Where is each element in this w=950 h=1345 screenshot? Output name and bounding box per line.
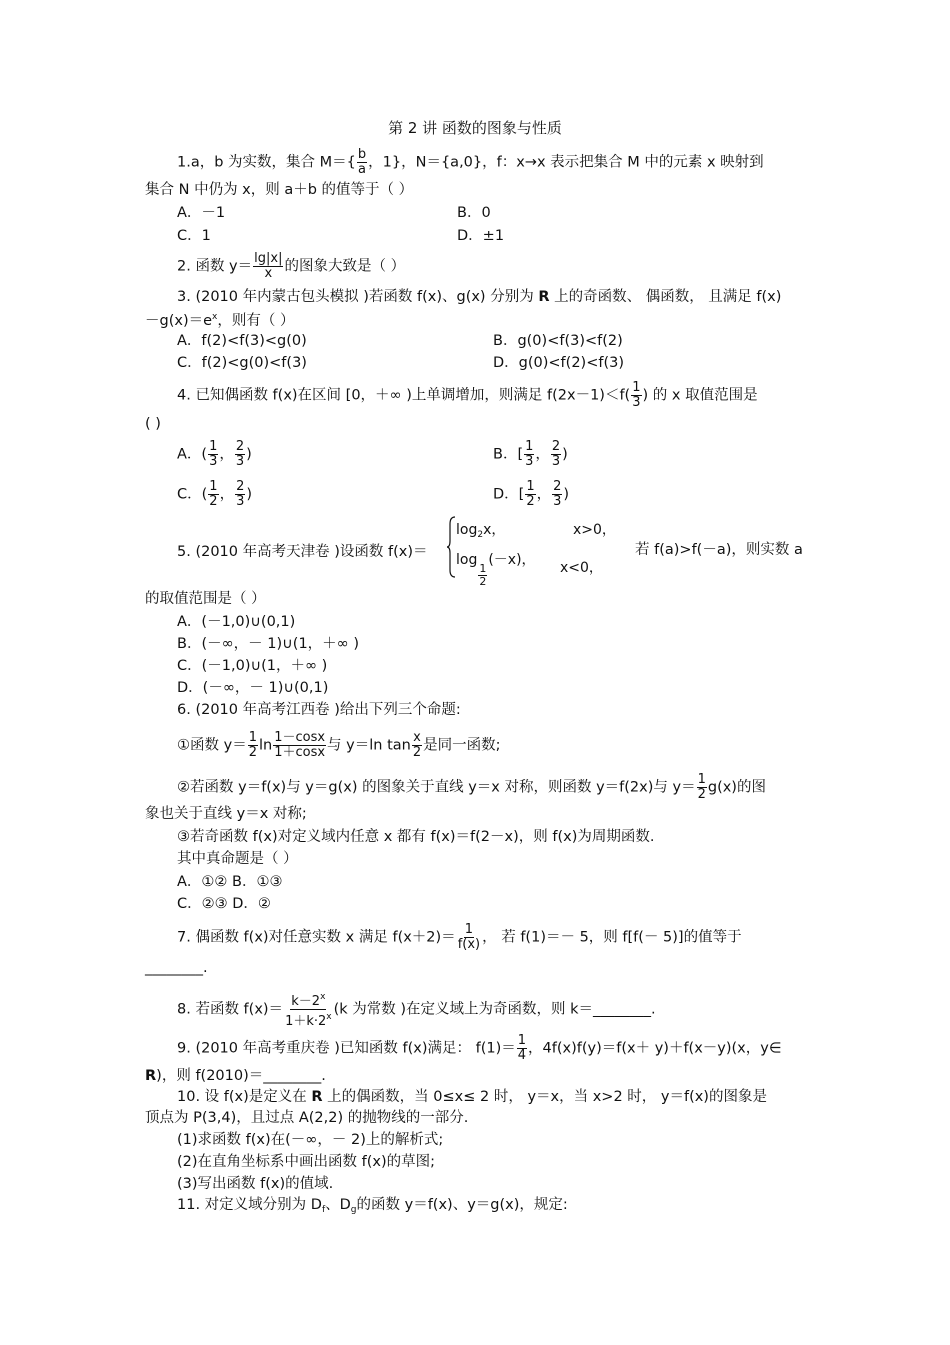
q4-a-f2d: 3 xyxy=(235,454,245,469)
q4-b-frac1 xyxy=(524,440,534,469)
q6-p1-ln: ln xyxy=(258,737,273,754)
q7-line1 xyxy=(177,923,742,952)
piecewise-brace xyxy=(446,516,456,578)
q5-option-c: C．(－1,0)∪(1，＋∞ ) xyxy=(177,658,328,674)
q6-p1-frac2 xyxy=(273,731,326,760)
q6-proposition-2 xyxy=(177,773,766,802)
q6-p2-fn: 1 xyxy=(697,772,706,787)
q5-option-a: A．(－1,0)∪(0,1) xyxy=(177,614,296,630)
q5-option-d: D．(－∞，－ 1)∪(0,1) xyxy=(177,680,329,696)
q3-exponent: x xyxy=(212,312,218,322)
q4-c-f1n: 1 xyxy=(209,479,218,494)
q4-frac-numerator: 1 xyxy=(632,380,641,395)
q5-case1-base: 2 xyxy=(477,530,484,540)
q4-d-f2n: 2 xyxy=(553,479,562,494)
q4-line2: ( ) xyxy=(145,416,161,432)
q4-a-pre: A．( xyxy=(177,446,208,463)
q4-a-f1n: 1 xyxy=(209,439,218,454)
q7-text-b: ， 若 f(1)＝－ 5，则 f[f(－ 5)]的值等于 xyxy=(482,929,742,946)
q9-text-a: 9. (2010 年高考重庆卷 )已知函数 f(x)满足： f(1)＝ xyxy=(177,1040,516,1057)
q1-option-b: B．0 xyxy=(457,205,491,221)
q6-p1-frac3 xyxy=(412,731,422,760)
q5-case2-base-d: 2 xyxy=(479,575,487,588)
q6-head: 6. (2010 年高考江西卷 )给出下列三个命题: xyxy=(177,702,461,718)
q4-d-post: ) xyxy=(563,486,570,503)
q5-case2-base xyxy=(478,563,487,588)
q9-line1 xyxy=(177,1034,781,1063)
q2-line xyxy=(177,252,405,281)
q4-c-post: ) xyxy=(246,486,253,503)
q1-line1 xyxy=(177,148,764,177)
q10-line1 xyxy=(177,1087,767,1107)
q7-line2: ________. xyxy=(145,960,208,976)
q8-frac-d-exp: x xyxy=(326,1012,332,1022)
q3-text-c: －g(x)＝e xyxy=(145,313,213,329)
q7-fraction xyxy=(457,923,481,952)
q5-case2-log: log xyxy=(456,552,478,568)
q5-option-b: B．(－∞，－ 1)∪(1，＋∞ ) xyxy=(177,636,360,652)
q2-text-a: 2. 函数 y＝ xyxy=(177,258,253,275)
q9-text-c: )，则 f(2010)＝________. xyxy=(156,1068,326,1084)
q6-p1-a: ①函数 y＝ xyxy=(177,737,247,754)
q8-frac-d-text: 1＋k·2 xyxy=(285,1014,327,1029)
q5-case1-arg: x， xyxy=(483,522,506,538)
q4-d-pre: D．[ xyxy=(493,486,525,503)
q6-options-ab: A．①② B．①③ xyxy=(177,874,283,890)
q1-line2: 集合 N 中仍为 x，则 a＋b 的值等于（ ） xyxy=(145,182,414,198)
q4-text-a: 4. 已知偶函数 f(x)在区间 [0，＋∞ )上单调增加，则满足 f(2x－1)＜f( xyxy=(177,387,631,404)
q6-options-cd: C．②③ D．② xyxy=(177,896,271,912)
q4-a-f1d: 3 xyxy=(209,454,218,469)
q4-b-pre: B．[ xyxy=(493,446,524,463)
q10-text-a: 10. 设 f(x)是定义在 xyxy=(177,1089,312,1105)
q4-b-f2d: 3 xyxy=(551,454,561,469)
q6-p1-f1d: 2 xyxy=(248,745,257,760)
q5-case2-arg: (－x)， xyxy=(488,552,536,568)
q3-real-set: R xyxy=(538,289,550,305)
q9-frac-n: 1 xyxy=(517,1033,527,1048)
q11-sub-f: f xyxy=(321,1205,326,1215)
q7-frac-d: f(x) xyxy=(457,937,481,952)
q6-p1-f2n: 1－cosx xyxy=(274,730,326,745)
q5-case2-condition: x<0， xyxy=(560,560,603,576)
q5-line1: 5. (2010 年高考天津卷 )设函数 f(x)＝ xyxy=(177,544,428,560)
q6-p2-fd: 2 xyxy=(697,787,706,802)
q8-line xyxy=(177,990,656,1029)
q6-p1-frac1 xyxy=(248,731,258,760)
q8-frac-d xyxy=(284,1010,333,1029)
q9-text-b: ，4f(x)f(y)＝f(x＋ y)＋f(x－y)(x，y∈ xyxy=(528,1040,782,1057)
q2-frac-denominator: x xyxy=(264,266,273,281)
q1-option-d: D．±1 xyxy=(457,228,505,244)
q5-case1-condition: x>0， xyxy=(573,522,616,538)
q6-p2-b: g(x)的图 xyxy=(707,779,766,796)
q3-text-b: 上的奇函数、 偶函数， 且满足 f(x) xyxy=(549,289,782,305)
q4-b-f2n: 2 xyxy=(551,439,561,454)
q4-frac-denominator: 3 xyxy=(632,395,641,410)
q9-real-set: R xyxy=(145,1068,157,1084)
q2-frac-numerator: lg|x| xyxy=(254,251,283,266)
q4-b-post: ) xyxy=(562,446,568,463)
q4-d-f1d: 2 xyxy=(526,494,535,509)
q11-sub-g: g xyxy=(350,1205,357,1215)
q10-subquestion-2: (2)在直角坐标系中画出函数 f(x)的草图; xyxy=(177,1154,436,1170)
q4-b-frac2 xyxy=(551,440,561,469)
q4-b-f1d: 3 xyxy=(525,454,534,469)
q5-line2: 的取值范围是（ ） xyxy=(145,591,266,607)
q10-real-set: R xyxy=(311,1089,323,1105)
q4-d-sep: ， xyxy=(536,486,552,503)
q4-option-c xyxy=(177,480,252,509)
q4-b-sep: ， xyxy=(535,446,550,463)
q4-option-b xyxy=(493,440,568,469)
q6-p1-f1n: 1 xyxy=(248,730,257,745)
q1-frac-denominator: a xyxy=(358,162,366,177)
q6-p1-d: 是同一函数; xyxy=(423,737,501,754)
q4-d-f2d: 3 xyxy=(553,494,562,509)
q6-ask: 其中真命题是（ ） xyxy=(177,851,298,867)
q4-option-a xyxy=(177,440,252,469)
q3-option-a: A．f(2)<f(3)<g(0) xyxy=(177,333,307,349)
q4-c-f2n: 2 xyxy=(236,479,245,494)
q5-case2 xyxy=(456,549,536,588)
q4-option-d xyxy=(493,480,569,509)
q9-fraction xyxy=(517,1034,527,1063)
q10-subquestion-3: (3)写出函数 f(x)的值域. xyxy=(177,1176,334,1192)
q2-text-b: 的图象大致是（ ） xyxy=(284,258,406,275)
q1-fraction xyxy=(357,148,367,177)
q1-option-a: A．－1 xyxy=(177,205,226,221)
q11-line xyxy=(177,1195,568,1220)
q3-line2 xyxy=(145,307,294,331)
q7-text-a: 7. 偶函数 f(x)对任意实数 x 满足 f(x＋2)＝ xyxy=(177,929,456,946)
q4-d-frac2 xyxy=(552,480,562,509)
q4-c-sep: ， xyxy=(219,486,235,503)
q1-text-a: 1.a，b 为实数，集合 M＝{ xyxy=(177,154,356,171)
q11-text-b: 、D xyxy=(325,1197,351,1213)
q3-option-b: B．g(0)<f(3)<f(2) xyxy=(493,333,623,349)
page-title: 第 2 讲 函数的图象与性质 xyxy=(388,119,562,137)
q10-text-b: 上的偶函数，当 0≤x≤ 2 时， y＝x，当 x>2 时， y＝f(x)的图象是 xyxy=(322,1089,767,1105)
q4-c-f2d: 3 xyxy=(236,494,245,509)
q3-text-a: 3. (2010 年内蒙古包头模拟 )若函数 f(x)、g(x) 分别为 xyxy=(177,289,539,305)
q4-c-pre: C．( xyxy=(177,486,208,503)
q11-text-c: 的函数 y＝f(x)、y＝g(x)，规定: xyxy=(356,1197,568,1213)
q9-frac-d: 4 xyxy=(517,1048,527,1063)
q10-subquestion-1: (1)求函数 f(x)在(－∞，－ 2)上的解析式; xyxy=(177,1132,444,1148)
q5-line1-end: 若 f(a)>f(－a)，则实数 a xyxy=(635,542,803,558)
q4-c-f1d: 2 xyxy=(209,494,218,509)
q4-a-frac1 xyxy=(208,440,218,469)
q4-c-frac2 xyxy=(235,480,245,509)
q4-a-sep: ， xyxy=(219,446,234,463)
q3-line1 xyxy=(177,287,781,307)
q6-p2-a: ②若函数 y＝f(x)与 y＝g(x) 的图象关于直线 y＝x 对称，则函数 y＝f(2x)与 y＝ xyxy=(177,779,696,796)
q4-fraction xyxy=(631,381,641,410)
q3-option-c: C．f(2)<g(0)<f(3) xyxy=(177,355,307,371)
q3-option-d: D．g(0)<f(2)<f(3) xyxy=(493,355,624,371)
q8-frac-n-text: k－2 xyxy=(291,994,321,1009)
q6-proposition-1 xyxy=(177,731,501,760)
q11-text-a: 11. 对定义域分别为 D xyxy=(177,1197,322,1213)
q4-a-f2n: 2 xyxy=(235,439,245,454)
q6-p2-frac xyxy=(697,773,707,802)
q7-frac-n: 1 xyxy=(464,922,474,937)
q4-d-f1n: 1 xyxy=(526,479,535,494)
q8-fraction xyxy=(284,990,333,1029)
q8-frac-n-exp: x xyxy=(320,992,326,1002)
q4-b-f1n: 1 xyxy=(525,439,534,454)
q4-d-frac1 xyxy=(525,480,535,509)
q5-case1 xyxy=(456,519,505,540)
q6-p1-c: 与 y＝ln tan xyxy=(327,737,411,754)
q6-proposition-3: ③若奇函数 f(x)对定义域内任意 x 都有 f(x)＝f(2－x)，则 f(x)为周期函数. xyxy=(177,829,655,845)
q5-case1-log: log xyxy=(456,522,478,538)
q4-line1 xyxy=(177,381,758,410)
q1-option-c: C．1 xyxy=(177,228,211,244)
q1-text-b: ，1}，N＝{a,0}，f：x→x 表示把集合 M 中的元素 x 映射到 xyxy=(368,154,764,171)
q8-frac-n xyxy=(290,990,326,1010)
q4-c-frac1 xyxy=(208,480,218,509)
q6-p1-f2d: 1＋cosx xyxy=(274,745,326,760)
q4-a-frac2 xyxy=(235,440,245,469)
q6-p1-f3d: 2 xyxy=(412,745,422,760)
q6-proposition-2-line2: 象也关于直线 y＝x 对称; xyxy=(145,806,307,822)
q4-text-b: ) 的 x 取值范围是 xyxy=(642,387,758,404)
q8-text-a: 8. 若函数 f(x)＝ xyxy=(177,1001,284,1018)
q6-p1-f3n: x xyxy=(413,730,421,745)
q9-line2 xyxy=(145,1066,326,1086)
q5-case2-base-n: 1 xyxy=(479,562,487,575)
q1-frac-numerator: b xyxy=(357,147,367,162)
q10-line2: 顶点为 P(3,4)，且过点 A(2,2) 的抛物线的一部分. xyxy=(145,1110,469,1126)
q8-text-b: (k 为常数 )在定义域上为奇函数，则 k＝________. xyxy=(333,1001,656,1018)
q4-a-post: ) xyxy=(246,446,252,463)
q2-fraction xyxy=(253,252,283,281)
q3-text-d: ，则有（ ） xyxy=(217,313,295,329)
